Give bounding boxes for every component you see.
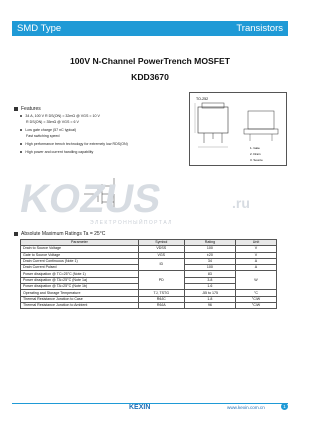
column-header: Symbol bbox=[138, 240, 184, 246]
header-right-label: Transistors bbox=[236, 23, 283, 34]
param-cell: Thermal Resistance Junction to Ambient bbox=[21, 302, 139, 308]
param-cell: Gate to Source Voltage bbox=[21, 252, 139, 258]
unit-cell: °C/W bbox=[236, 302, 277, 308]
feature-item: High power and current handling capability bbox=[20, 150, 93, 155]
symbol-cell: VDSS bbox=[138, 246, 184, 252]
table-row bbox=[21, 302, 277, 308]
watermark bbox=[18, 168, 282, 226]
part-number: KDD3670 bbox=[131, 72, 169, 82]
rating-cell: 100 bbox=[184, 265, 235, 271]
square-bullet-icon bbox=[14, 232, 18, 236]
bullet-icon bbox=[20, 129, 22, 131]
page-number: 1 bbox=[281, 403, 288, 410]
symbol-cell: VGS bbox=[138, 252, 184, 258]
pin-label: 2. Drain bbox=[250, 152, 261, 156]
features-heading: Features bbox=[14, 106, 41, 112]
square-bullet-icon bbox=[14, 107, 18, 111]
param-cell: Power dissipation @ TC=25°C (Note 1) bbox=[21, 271, 139, 277]
param-cell: Power dissipation @ TA=25°C (Note 1a) bbox=[21, 277, 139, 283]
unit-cell: °C/W bbox=[236, 296, 277, 302]
bullet-icon bbox=[20, 151, 22, 153]
kexin-logo: KEXIN bbox=[129, 404, 151, 411]
table-row bbox=[21, 271, 277, 277]
package-name: TO-252 bbox=[196, 97, 209, 101]
bullet-icon bbox=[20, 115, 22, 117]
param-cell: Operating and Storage Temperature bbox=[21, 290, 139, 296]
symbol-cell: RθJA bbox=[138, 302, 184, 308]
param-cell: Thermal Resistance Junction to Case bbox=[21, 296, 139, 302]
column-header: Parameter bbox=[21, 240, 139, 246]
feature-item: R DS(ON) = 35mΩ @ VGS = 6 V bbox=[26, 120, 79, 124]
symbol-cell: PD bbox=[138, 271, 184, 290]
param-cell: Drain Current Continuous (Note 1) bbox=[21, 258, 139, 264]
unit-cell: W bbox=[236, 271, 277, 290]
ratings-heading: Absolute Maximum Ratings Ta = 25°C bbox=[14, 231, 105, 237]
rating-cell: 3.8 bbox=[184, 277, 235, 283]
watermark-line: Э Л Е К Т Р О Н Н Ы Й П О Р Т А Л bbox=[90, 220, 172, 226]
column-header: Rating bbox=[184, 240, 235, 246]
unit-cell: °C bbox=[236, 290, 277, 296]
rating-cell: 100 bbox=[184, 246, 235, 252]
rating-cell: 1.8 bbox=[184, 296, 235, 302]
rating-cell: 34 bbox=[184, 258, 235, 264]
unit-cell: V bbox=[236, 246, 277, 252]
rating-cell: 1.6 bbox=[184, 284, 235, 290]
rating-cell: 83 bbox=[184, 271, 235, 277]
unit-cell: V bbox=[236, 252, 277, 258]
bullet-icon bbox=[20, 143, 22, 145]
rating-cell: 96 bbox=[184, 302, 235, 308]
unit-cell: A bbox=[236, 265, 277, 271]
header-bar bbox=[12, 21, 288, 36]
header-left-label: SMD Type bbox=[17, 23, 62, 34]
rating-cell: ±20 bbox=[184, 252, 235, 258]
column-header: Unit bbox=[236, 240, 277, 246]
watermark-text: KOZUS bbox=[18, 176, 165, 221]
footer-url[interactable]: www.kexin.com.cn bbox=[227, 405, 265, 410]
symbol-cell: RθJC bbox=[138, 296, 184, 302]
package-drawing bbox=[190, 93, 286, 165]
param-cell: Drain to Source Voltage bbox=[21, 246, 139, 252]
feature-item: Fast switching speed bbox=[26, 134, 60, 138]
param-cell: Power dissipation @ TA=25°C (Note 1b) bbox=[21, 284, 139, 290]
ratings-table bbox=[20, 239, 277, 309]
watermark-suffix: .ru bbox=[232, 195, 250, 211]
watermark-graphic bbox=[18, 168, 282, 226]
rating-cell: -55 to 175 bbox=[184, 290, 235, 296]
symbol-cell: TJ, TSTG bbox=[138, 290, 184, 296]
package-outline-box bbox=[189, 92, 287, 166]
feature-item: 34 A, 100 V R DS(ON) = 32mΩ @ VGS = 10 V bbox=[20, 114, 100, 119]
param-cell: Drain Current Pulsed bbox=[21, 265, 139, 271]
feature-item: High performance trench technology for extremely low RDS(ON) bbox=[20, 142, 128, 147]
symbol-cell: ID bbox=[138, 258, 184, 271]
pin-label: 1. Gate bbox=[250, 146, 260, 150]
unit-cell: A bbox=[236, 258, 277, 264]
pin-label: 3. Source bbox=[250, 158, 263, 162]
document-title: 100V N-Channel PowerTrench MOSFET bbox=[70, 56, 230, 66]
feature-item: Low gate charge (57 nC typical) bbox=[20, 128, 76, 133]
